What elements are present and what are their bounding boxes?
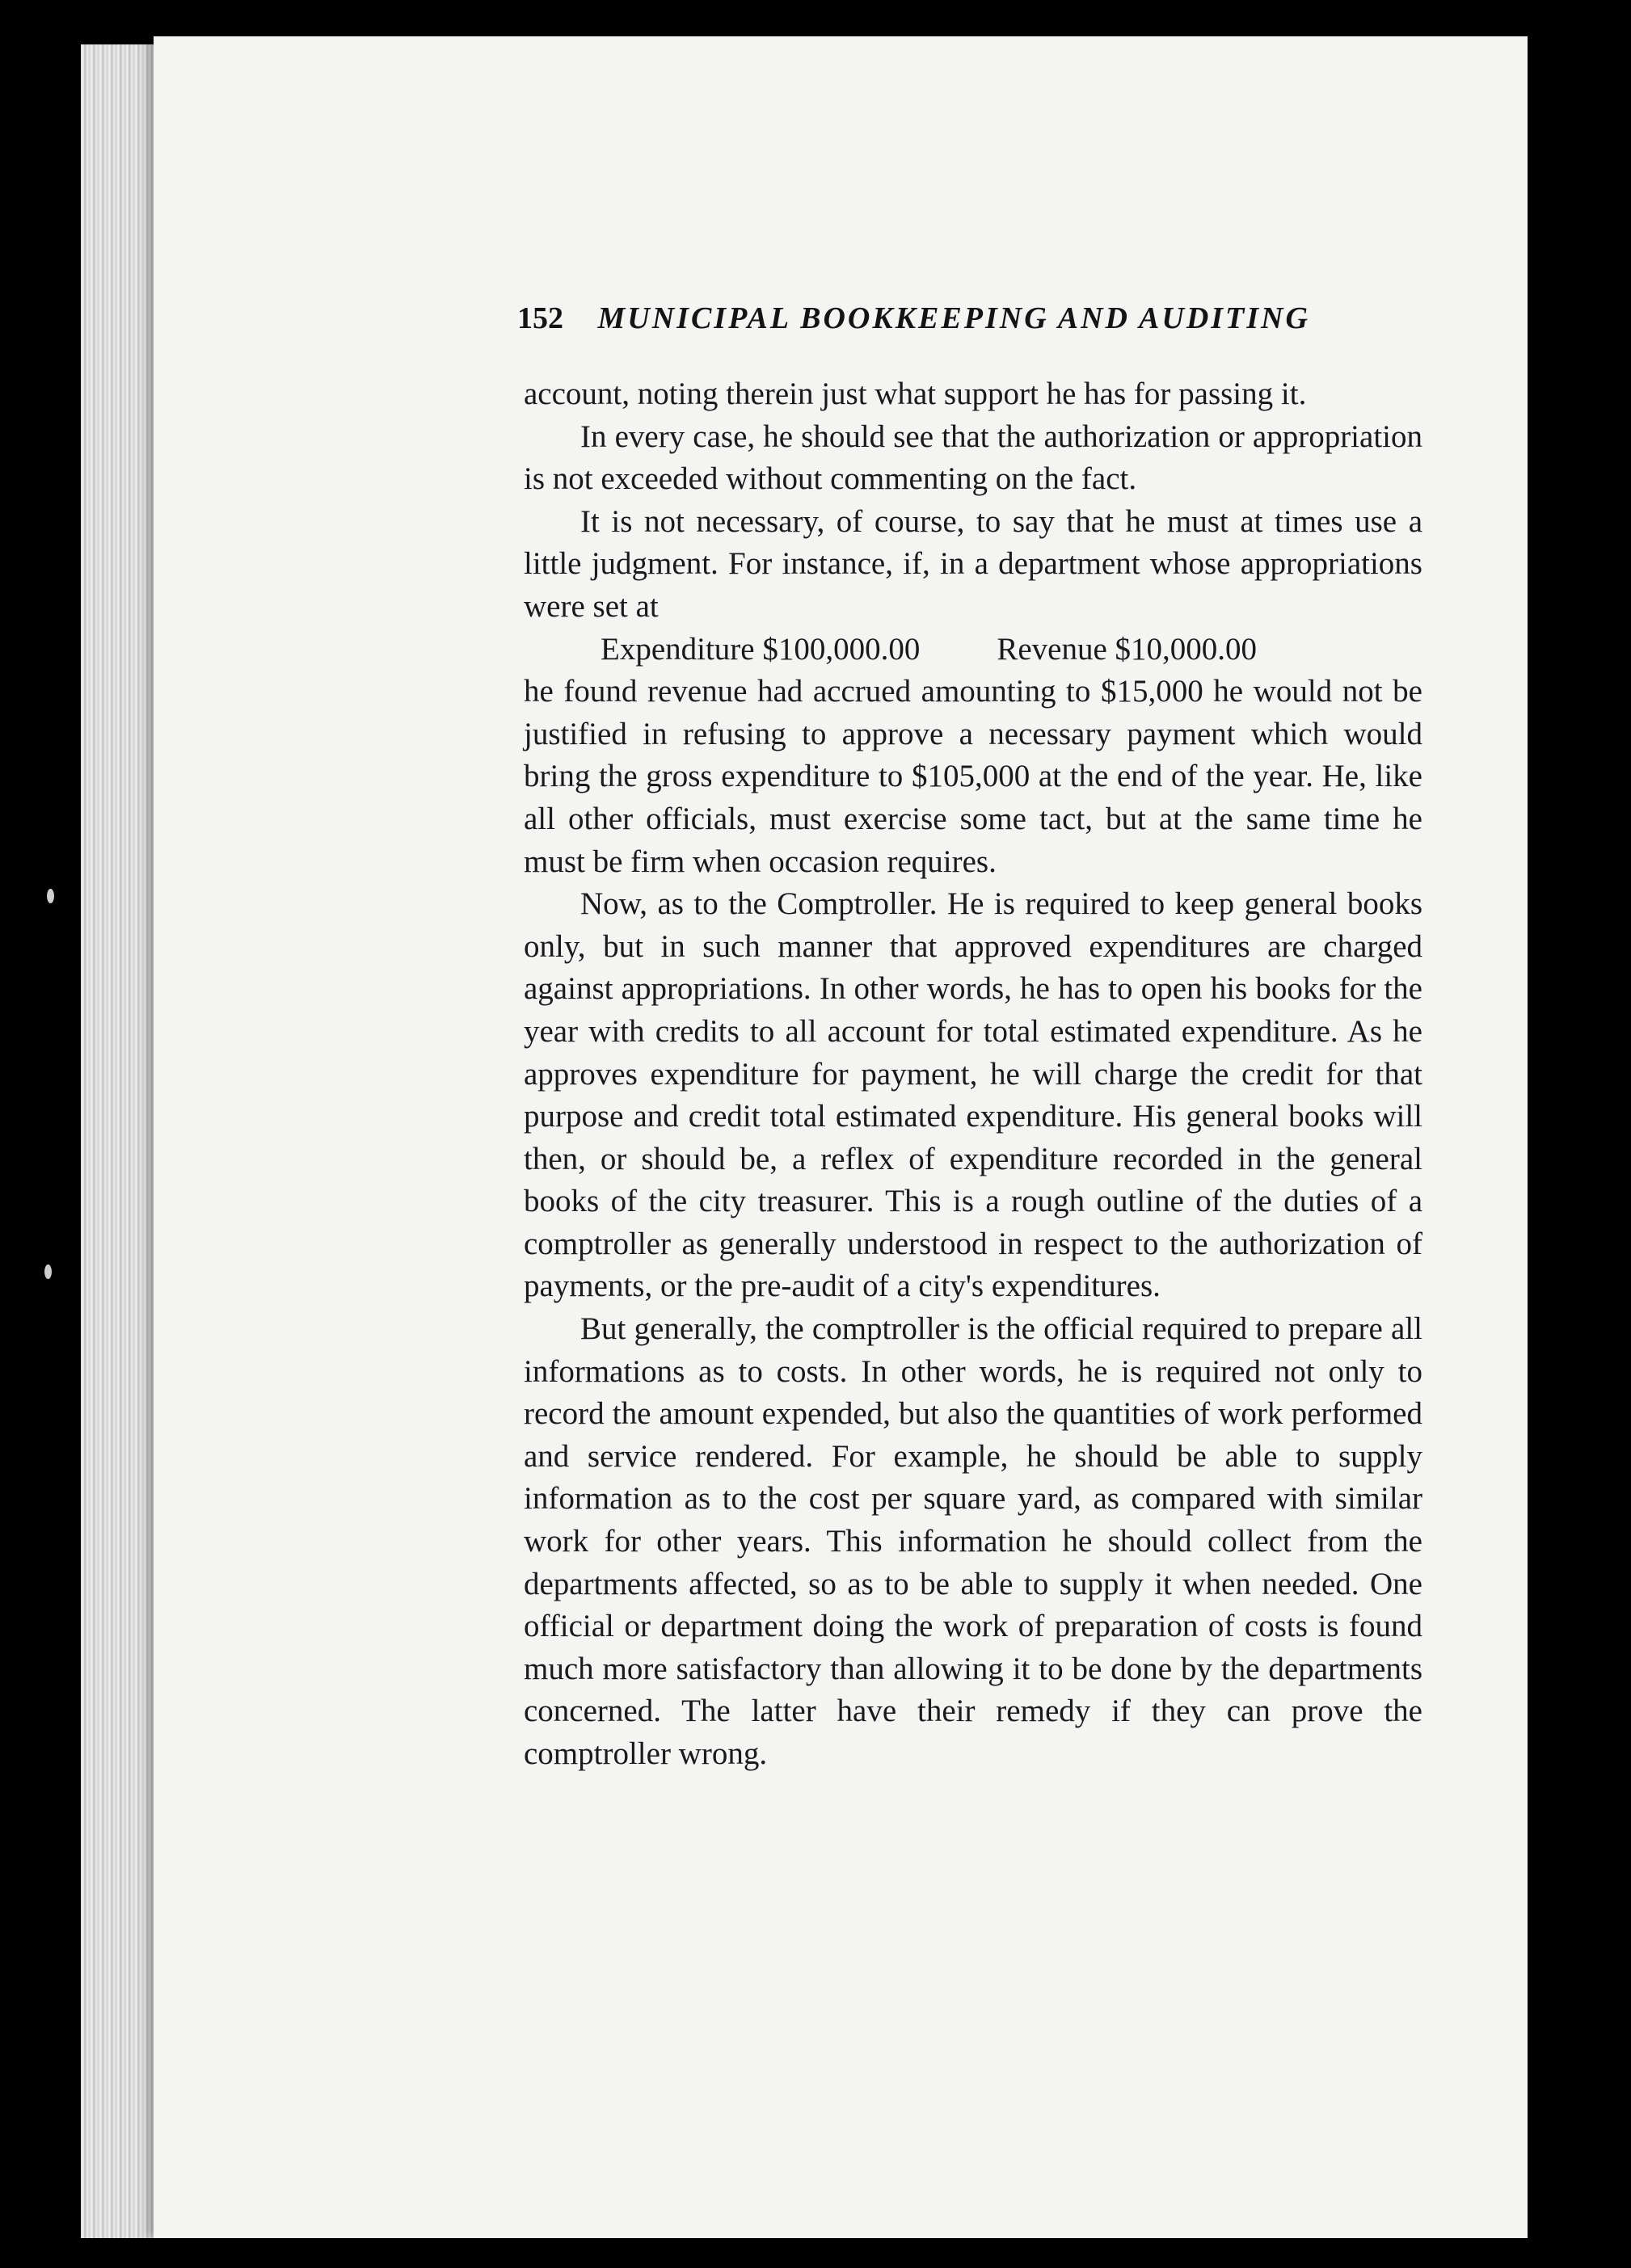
paragraph: account, noting therein just what support he has for passing it. xyxy=(524,377,1307,411)
expenditure-amount: Expenditure $100,000.00 xyxy=(601,631,921,667)
appropriation-amounts xyxy=(524,629,1422,671)
paragraph: It is not necessary, of course, to say that he must at times use a little judgment. For instance, if, in a department whose appropriations were set at xyxy=(524,503,1422,624)
margin-speck xyxy=(47,889,54,903)
revenue-amount: Revenue $10,000.00 xyxy=(997,631,1258,667)
page-number: 152 xyxy=(517,301,563,335)
paragraph: But generally, the comptroller is the official required to prepare all informations as to costs. In other words, he is required not only to record the amount expended, but also the quantities of work performed and service rendered. For example, he should be able to supply information as to the cost per square yard, as compared with similar work for other years. This information he should collect from the departments affected, so as to be able to supply it when needed. One official or department doing the work of preparation of costs is found much more satisfactory than allowing it to be done by the departments concerned. The latter have their remedy if they can prove the comptroller wrong. xyxy=(524,1311,1422,1771)
paragraph: he found revenue had accrued amounting to $15,000 he would not be justified in refusing to approve a necessary payment which would bring the gross expenditure to $105,000 at the end of the year. He, like all other officials, must exercise some tact, but at the same time he must be firm when occasion requires. xyxy=(524,674,1422,879)
running-title: MUNICIPAL BOOKKEEPING AND AUDITING xyxy=(597,301,1310,335)
margin-speck xyxy=(44,1264,52,1279)
page-header xyxy=(517,301,1358,336)
body-text xyxy=(524,373,1422,1776)
paragraph: Now, as to the Comptroller. He is required to keep general books only, but in such manner that approved expenditures are charged against appropriations. In other words, he has to open his books for the year with credits to all account for total estimated expenditure. As he approves expenditure for payment, he will charge the credit for that purpose and credit total estimated expenditure. His general books will then, or should be, a reflex of expenditure recorded in the general books of the city treasurer. This is a rough outline of the duties of a comptroller as generally understood in respect to the authorization of payments, or the pre-audit of a city's expenditures. xyxy=(524,886,1422,1304)
paragraph: In every case, he should see that the authorization or appropriation is not exceeded without commenting on the fact. xyxy=(524,419,1422,497)
